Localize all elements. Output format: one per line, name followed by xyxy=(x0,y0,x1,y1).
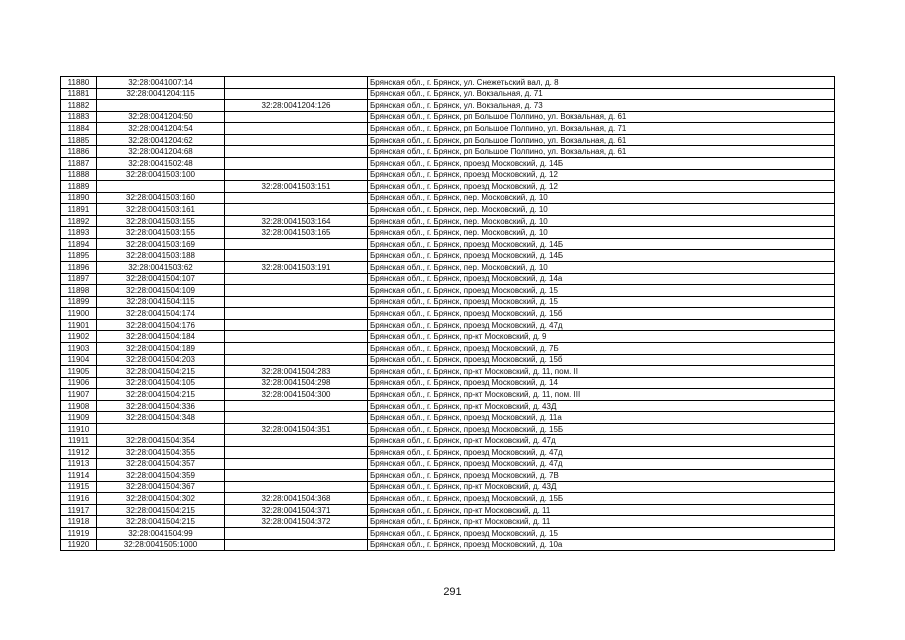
row-number-cell: 11914 xyxy=(61,470,97,482)
related-cadastral-number-cell xyxy=(225,470,368,482)
address-cell: Брянская обл., г. Брянск, пр-кт Московский, д. 43Д xyxy=(368,400,835,412)
row-number-cell: 11910 xyxy=(61,423,97,435)
cadastral-number-cell: 32:28:0041504:336 xyxy=(97,400,225,412)
address-cell: Брянская обл., г. Брянск, проезд Московский, д. 15Б xyxy=(368,423,835,435)
address-cell: Брянская обл., г. Брянск, пер. Московский, д. 10 xyxy=(368,204,835,216)
row-number-cell: 11911 xyxy=(61,435,97,447)
cadastral-number-cell: 32:28:0041504:99 xyxy=(97,527,225,539)
related-cadastral-number-cell xyxy=(225,481,368,493)
row-number-cell: 11897 xyxy=(61,273,97,285)
related-cadastral-number-cell xyxy=(225,296,368,308)
related-cadastral-number-cell xyxy=(225,88,368,100)
address-cell: Брянская обл., г. Брянск, рп Большое Полпино, ул. Вокзальная, д. 61 xyxy=(368,146,835,158)
table-row xyxy=(61,262,835,274)
table-row xyxy=(61,470,835,482)
related-cadastral-number-cell xyxy=(225,319,368,331)
cadastral-number-cell: 32:28:0041204:115 xyxy=(97,88,225,100)
row-number-cell: 11885 xyxy=(61,134,97,146)
related-cadastral-number-cell xyxy=(225,331,368,343)
address-cell: Брянская обл., г. Брянск, проезд Московский, д. 7Б xyxy=(368,342,835,354)
table-row xyxy=(61,366,835,378)
table-row xyxy=(61,527,835,539)
address-cell: Брянская обл., г. Брянск, пр-кт Московский, д. 11, пом. II xyxy=(368,366,835,378)
cadastral-number-cell: 32:28:0041504:176 xyxy=(97,319,225,331)
related-cadastral-number-cell: 32:28:0041504:300 xyxy=(225,389,368,401)
table-row xyxy=(61,308,835,320)
cadastral-number-cell: 32:28:0041504:215 xyxy=(97,516,225,528)
cadastral-number-cell: 32:28:0041504:109 xyxy=(97,285,225,297)
table-row xyxy=(61,296,835,308)
row-number-cell: 11893 xyxy=(61,227,97,239)
row-number-cell: 11909 xyxy=(61,412,97,424)
row-number-cell: 11920 xyxy=(61,539,97,551)
address-cell: Брянская обл., г. Брянск, проезд Московский, д. 12 xyxy=(368,169,835,181)
table-row xyxy=(61,204,835,216)
row-number-cell: 11913 xyxy=(61,458,97,470)
row-number-cell: 11887 xyxy=(61,157,97,169)
table-row xyxy=(61,342,835,354)
table-row xyxy=(61,516,835,528)
cadastral-number-cell: 32:28:0041204:68 xyxy=(97,146,225,158)
address-cell: Брянская обл., г. Брянск, проезд Московский, д. 14 xyxy=(368,377,835,389)
related-cadastral-number-cell: 32:28:0041503:165 xyxy=(225,227,368,239)
related-cadastral-number-cell xyxy=(225,169,368,181)
table-row xyxy=(61,238,835,250)
table-row xyxy=(61,157,835,169)
address-cell: Брянская обл., г. Брянск, проезд Московский, д. 14Б xyxy=(368,238,835,250)
related-cadastral-number-cell: 32:28:0041504:368 xyxy=(225,493,368,505)
cadastral-number-cell: 32:28:0041503:188 xyxy=(97,250,225,262)
row-number-cell: 11894 xyxy=(61,238,97,250)
row-number-cell: 11892 xyxy=(61,215,97,227)
table-row xyxy=(61,250,835,262)
row-number-cell: 11896 xyxy=(61,262,97,274)
address-cell: Брянская обл., г. Брянск, пр-кт Московский, д. 11 xyxy=(368,516,835,528)
related-cadastral-number-cell: 32:28:0041504:283 xyxy=(225,366,368,378)
table-body xyxy=(61,77,835,551)
cadastral-number-cell: 32:28:0041504:184 xyxy=(97,331,225,343)
related-cadastral-number-cell xyxy=(225,250,368,262)
address-cell: Брянская обл., г. Брянск, проезд Московский, д. 47д xyxy=(368,447,835,459)
related-cadastral-number-cell xyxy=(225,342,368,354)
table-row xyxy=(61,146,835,158)
row-number-cell: 11918 xyxy=(61,516,97,528)
row-number-cell: 11888 xyxy=(61,169,97,181)
address-cell: Брянская обл., г. Брянск, проезд Московский, д. 15б xyxy=(368,308,835,320)
row-number-cell: 11902 xyxy=(61,331,97,343)
row-number-cell: 11899 xyxy=(61,296,97,308)
row-number-cell: 11881 xyxy=(61,88,97,100)
cadastral-number-cell: 32:28:0041503:160 xyxy=(97,192,225,204)
address-cell: Брянская обл., г. Брянск, проезд Московский, д. 15 xyxy=(368,285,835,297)
row-number-cell: 11882 xyxy=(61,100,97,112)
related-cadastral-number-cell xyxy=(225,285,368,297)
related-cadastral-number-cell xyxy=(225,77,368,89)
address-cell: Брянская обл., г. Брянск, проезд Московский, д. 15 xyxy=(368,527,835,539)
cadastral-number-cell xyxy=(97,100,225,112)
address-cell: Брянская обл., г. Брянск, ул. Вокзальная, д. 73 xyxy=(368,100,835,112)
table-row xyxy=(61,77,835,89)
related-cadastral-number-cell xyxy=(225,273,368,285)
cadastral-number-cell: 32:28:0041504:348 xyxy=(97,412,225,424)
cadastral-number-cell: 32:28:0041503:169 xyxy=(97,238,225,250)
row-number-cell: 11898 xyxy=(61,285,97,297)
cadastral-number-cell: 32:28:0041504:215 xyxy=(97,366,225,378)
address-cell: Брянская обл., г. Брянск, пер. Московский, д. 10 xyxy=(368,192,835,204)
row-number-cell: 11884 xyxy=(61,123,97,135)
cadastral-number-cell: 32:28:0041504:115 xyxy=(97,296,225,308)
address-cell: Брянская обл., г. Брянск, проезд Московский, д. 14Б xyxy=(368,250,835,262)
related-cadastral-number-cell xyxy=(225,539,368,551)
cadastral-number-cell: 32:28:0041504:174 xyxy=(97,308,225,320)
address-cell: Брянская обл., г. Брянск, пер. Московский, д. 10 xyxy=(368,215,835,227)
related-cadastral-number-cell: 32:28:0041504:351 xyxy=(225,423,368,435)
address-cell: Брянская обл., г. Брянск, проезд Московский, д. 11а xyxy=(368,412,835,424)
cadastral-number-cell: 32:28:0041504:367 xyxy=(97,481,225,493)
table-row xyxy=(61,504,835,516)
related-cadastral-number-cell: 32:28:0041504:372 xyxy=(225,516,368,528)
row-number-cell: 11915 xyxy=(61,481,97,493)
row-number-cell: 11917 xyxy=(61,504,97,516)
related-cadastral-number-cell xyxy=(225,527,368,539)
table-row xyxy=(61,423,835,435)
related-cadastral-number-cell xyxy=(225,134,368,146)
address-cell: Брянская обл., г. Брянск, пр-кт Московский, д. 9 xyxy=(368,331,835,343)
row-number-cell: 11916 xyxy=(61,493,97,505)
address-cell: Брянская обл., г. Брянск, пер. Московский, д. 10 xyxy=(368,227,835,239)
cadastral-number-cell: 32:28:0041503:155 xyxy=(97,227,225,239)
row-number-cell: 11895 xyxy=(61,250,97,262)
cadastral-number-cell: 32:28:0041504:359 xyxy=(97,470,225,482)
cadastral-number-cell xyxy=(97,181,225,193)
row-number-cell: 11912 xyxy=(61,447,97,459)
related-cadastral-number-cell xyxy=(225,192,368,204)
address-cell: Брянская обл., г. Брянск, пр-кт Московский, д. 43Д xyxy=(368,481,835,493)
table-row xyxy=(61,134,835,146)
cadastral-number-cell: 32:28:0041505:1000 xyxy=(97,539,225,551)
row-number-cell: 11891 xyxy=(61,204,97,216)
table-row xyxy=(61,389,835,401)
table-row xyxy=(61,181,835,193)
related-cadastral-number-cell: 32:28:0041503:151 xyxy=(225,181,368,193)
related-cadastral-number-cell: 32:28:0041503:164 xyxy=(225,215,368,227)
cadastral-number-cell: 32:28:0041503:161 xyxy=(97,204,225,216)
related-cadastral-number-cell xyxy=(225,458,368,470)
related-cadastral-number-cell xyxy=(225,204,368,216)
cadastral-number-cell: 32:28:0041204:50 xyxy=(97,111,225,123)
table-row xyxy=(61,377,835,389)
table-row xyxy=(61,539,835,551)
related-cadastral-number-cell xyxy=(225,447,368,459)
related-cadastral-number-cell xyxy=(225,354,368,366)
table-row xyxy=(61,319,835,331)
row-number-cell: 11905 xyxy=(61,366,97,378)
address-cell: Брянская обл., г. Брянск, пер. Московский, д. 10 xyxy=(368,262,835,274)
address-cell: Брянская обл., г. Брянск, пр-кт Московский, д. 11, пом. III xyxy=(368,389,835,401)
row-number-cell: 11900 xyxy=(61,308,97,320)
cadastral-number-cell: 32:28:0041503:62 xyxy=(97,262,225,274)
table-row xyxy=(61,331,835,343)
cadastral-number-cell: 32:28:0041204:62 xyxy=(97,134,225,146)
related-cadastral-number-cell: 32:28:0041504:371 xyxy=(225,504,368,516)
address-cell: Брянская обл., г. Брянск, проезд Московский, д. 14а xyxy=(368,273,835,285)
address-cell: Брянская обл., г. Брянск, проезд Московский, д. 47д xyxy=(368,458,835,470)
cadastral-number-cell: 32:28:0041504:215 xyxy=(97,389,225,401)
table-row xyxy=(61,285,835,297)
table-row xyxy=(61,354,835,366)
table-row xyxy=(61,447,835,459)
address-cell: Брянская обл., г. Брянск, проезд Московский, д. 47д xyxy=(368,319,835,331)
related-cadastral-number-cell xyxy=(225,111,368,123)
row-number-cell: 11919 xyxy=(61,527,97,539)
address-cell: Брянская обл., г. Брянск, проезд Московский, д. 7В xyxy=(368,470,835,482)
page-number: 291 xyxy=(443,586,462,598)
table-row xyxy=(61,458,835,470)
address-cell: Брянская обл., г. Брянск, проезд Московский, д. 15Б xyxy=(368,493,835,505)
cadastral-number-cell: 32:28:0041504:203 xyxy=(97,354,225,366)
address-cell: Брянская обл., г. Брянск, пр-кт Московский, д. 11 xyxy=(368,504,835,516)
table-row xyxy=(61,273,835,285)
related-cadastral-number-cell: 32:28:0041503:191 xyxy=(225,262,368,274)
cadastral-number-cell: 32:28:0041204:54 xyxy=(97,123,225,135)
table-row xyxy=(61,215,835,227)
address-cell: Брянская обл., г. Брянск, ул. Снежетьский вал, д. 8 xyxy=(368,77,835,89)
related-cadastral-number-cell xyxy=(225,435,368,447)
row-number-cell: 11904 xyxy=(61,354,97,366)
row-number-cell: 11889 xyxy=(61,181,97,193)
related-cadastral-number-cell xyxy=(225,123,368,135)
table-row xyxy=(61,169,835,181)
cadastral-number-cell: 32:28:0041504:354 xyxy=(97,435,225,447)
property-registry-table xyxy=(60,76,835,551)
cadastral-number-cell: 32:28:0041504:302 xyxy=(97,493,225,505)
address-cell: Брянская обл., г. Брянск, проезд Московский, д. 10а xyxy=(368,539,835,551)
cadastral-number-cell: 32:28:0041503:100 xyxy=(97,169,225,181)
table-row xyxy=(61,111,835,123)
table-row xyxy=(61,435,835,447)
table-row xyxy=(61,123,835,135)
cadastral-number-cell xyxy=(97,423,225,435)
table-row xyxy=(61,100,835,112)
cadastral-number-cell: 32:28:0041007:14 xyxy=(97,77,225,89)
related-cadastral-number-cell xyxy=(225,400,368,412)
cadastral-number-cell: 32:28:0041502:48 xyxy=(97,157,225,169)
table-row xyxy=(61,493,835,505)
table-row xyxy=(61,192,835,204)
address-cell: Брянская обл., г. Брянск, проезд Московский, д. 14Б xyxy=(368,157,835,169)
address-cell: Брянская обл., г. Брянск, рп Большое Полпино, ул. Вокзальная, д. 61 xyxy=(368,111,835,123)
address-cell: Брянская обл., г. Брянск, проезд Московский, д. 15 xyxy=(368,296,835,308)
cadastral-number-cell: 32:28:0041504:355 xyxy=(97,447,225,459)
row-number-cell: 11886 xyxy=(61,146,97,158)
related-cadastral-number-cell xyxy=(225,146,368,158)
cadastral-number-cell: 32:28:0041504:107 xyxy=(97,273,225,285)
cadastral-number-cell: 32:28:0041504:215 xyxy=(97,504,225,516)
address-cell: Брянская обл., г. Брянск, рп Большое Полпино, ул. Вокзальная, д. 71 xyxy=(368,123,835,135)
row-number-cell: 11908 xyxy=(61,400,97,412)
address-cell: Брянская обл., г. Брянск, рп Большое Полпино, ул. Вокзальная, д. 61 xyxy=(368,134,835,146)
cadastral-number-cell: 32:28:0041504:357 xyxy=(97,458,225,470)
row-number-cell: 11890 xyxy=(61,192,97,204)
cadastral-number-cell: 32:28:0041504:189 xyxy=(97,342,225,354)
row-number-cell: 11883 xyxy=(61,111,97,123)
row-number-cell: 11901 xyxy=(61,319,97,331)
table-row xyxy=(61,400,835,412)
related-cadastral-number-cell: 32:28:0041204:126 xyxy=(225,100,368,112)
cadastral-number-cell: 32:28:0041503:155 xyxy=(97,215,225,227)
table-row xyxy=(61,481,835,493)
table-row xyxy=(61,88,835,100)
row-number-cell: 11903 xyxy=(61,342,97,354)
related-cadastral-number-cell xyxy=(225,157,368,169)
table-row xyxy=(61,227,835,239)
related-cadastral-number-cell xyxy=(225,308,368,320)
address-cell: Брянская обл., г. Брянск, ул. Вокзальная, д. 71 xyxy=(368,88,835,100)
related-cadastral-number-cell xyxy=(225,238,368,250)
address-cell: Брянская обл., г. Брянск, проезд Московский, д. 15б xyxy=(368,354,835,366)
address-cell: Брянская обл., г. Брянск, проезд Московский, д. 12 xyxy=(368,181,835,193)
related-cadastral-number-cell xyxy=(225,412,368,424)
table-row xyxy=(61,412,835,424)
row-number-cell: 11907 xyxy=(61,389,97,401)
row-number-cell: 11880 xyxy=(61,77,97,89)
related-cadastral-number-cell: 32:28:0041504:298 xyxy=(225,377,368,389)
cadastral-number-cell: 32:28:0041504:105 xyxy=(97,377,225,389)
address-cell: Брянская обл., г. Брянск, пр-кт Московский, д. 47д xyxy=(368,435,835,447)
row-number-cell: 11906 xyxy=(61,377,97,389)
